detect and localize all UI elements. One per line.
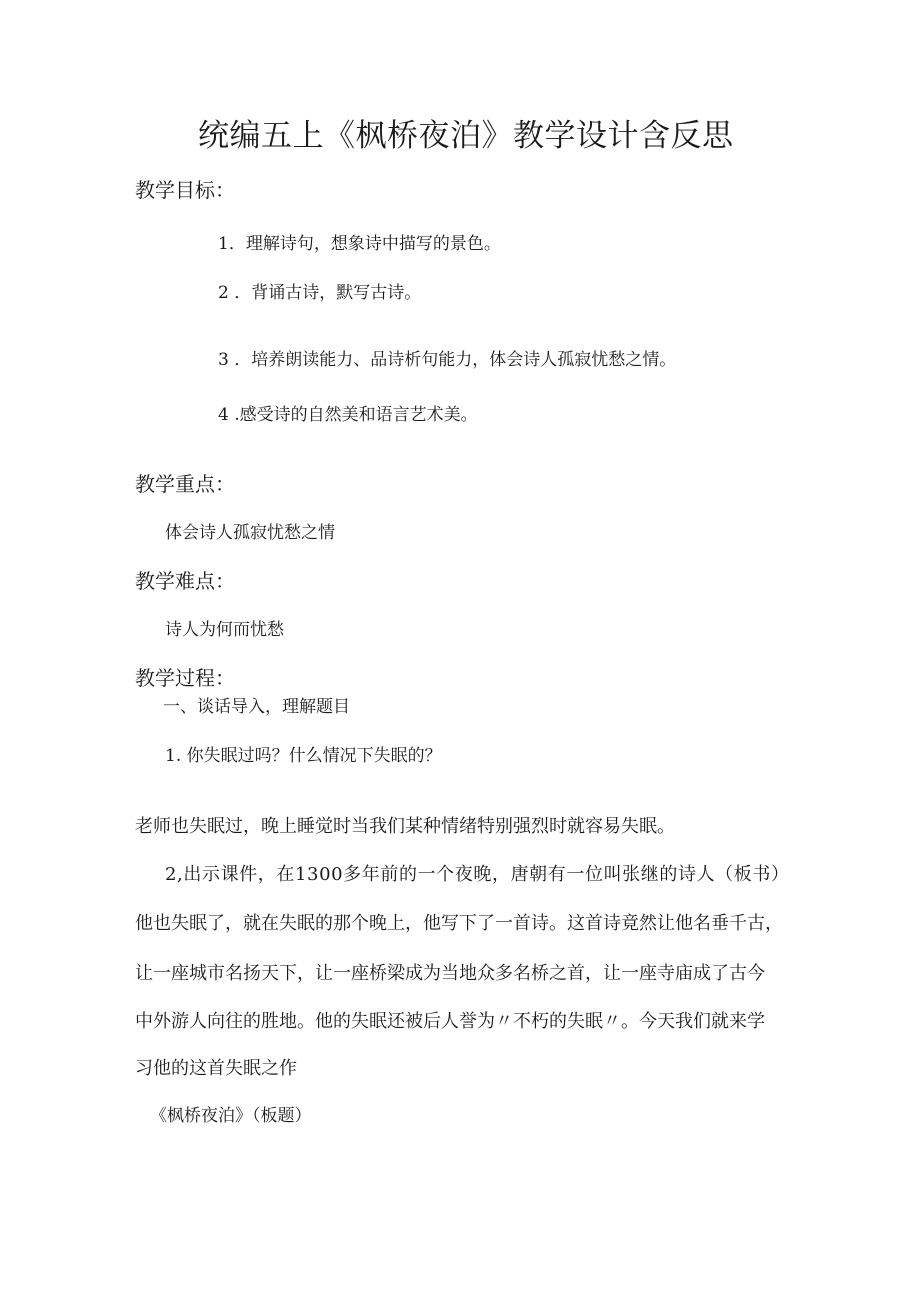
paragraph-line: 习他的这首失眠之作 (135, 1058, 297, 1079)
paragraph: 老师也失眠过，晚上睡觉时当我们某种情绪特别强烈时就容易失眠。 (135, 816, 675, 837)
paragraph-line: 他也失眠了，就在失眠的那个晚上，他写下了一首诗。这首诗竟然让他名垂千古， (135, 913, 783, 934)
objective-item: 4 .感受诗的自然美和语言艺术美。 (218, 405, 478, 425)
paragraph-line: 中外游人向往的胜地。他的失眠还被后人誉为〃不朽的失眠〃。今天我们就来学 (135, 1011, 765, 1032)
objective-item: 2 ．背诵古诗，默写古诗。 (218, 283, 422, 303)
objective-item: 1．理解诗句，想象诗中描写的景色。 (218, 234, 501, 254)
process-heading: 教学过程： (135, 666, 235, 690)
paragraph-line: 2,出示课件，在1300多年前的一个夜晚，唐朝有一位叫张继的诗人（板书） (165, 864, 790, 885)
document-title: 统编五上《枫桥夜泊》教学设计含反思 (198, 118, 734, 154)
objective-item: 3 ．培养朗读能力、品诗析句能力，体会诗人孤寂忧愁之情。 (218, 350, 677, 370)
process-section-heading: 一、谈话导入，理解题目 (163, 697, 350, 717)
key-point-heading: 教学重点： (135, 472, 235, 496)
difficulty-text: 诗人为何而忧愁 (165, 620, 284, 640)
key-point-text: 体会诗人孤寂忧愁之情 (165, 523, 335, 543)
difficulty-heading: 教学难点： (135, 569, 235, 593)
objectives-heading: 教学目标： (135, 178, 235, 202)
process-question: 1. 你失眠过吗？什么情况下失眠的？ (165, 746, 442, 766)
board-title: 《枫桥夜泊》（板题） (150, 1106, 312, 1126)
paragraph-line: 让一座城市名扬天下，让一座桥梁成为当地众多名桥之首，让一座寺庙成了古今 (135, 963, 765, 984)
